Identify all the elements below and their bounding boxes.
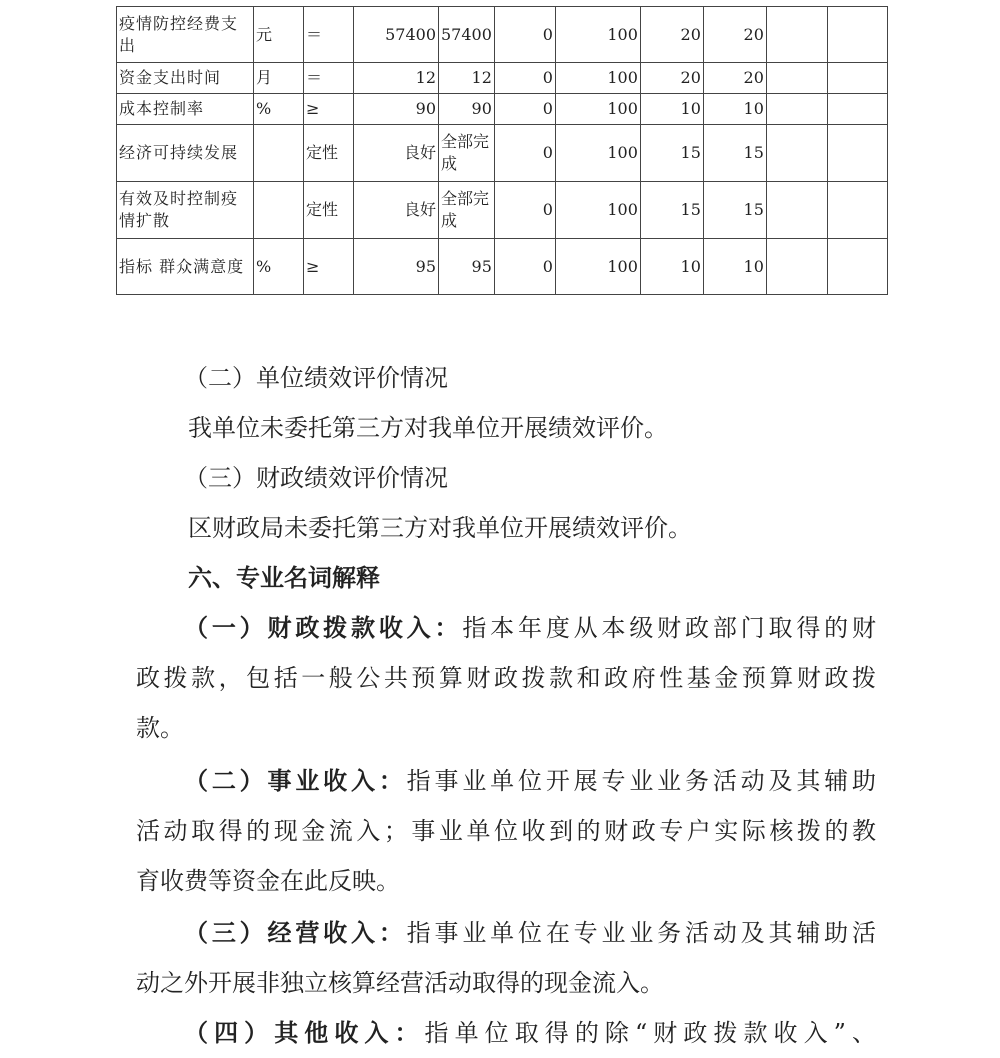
weight-cell: 10 xyxy=(640,94,703,125)
actual-cell: 95 xyxy=(439,239,495,295)
table-row xyxy=(117,239,888,295)
empty-cell xyxy=(827,7,887,63)
empty-cell xyxy=(766,125,827,182)
completion-rate-cell: 100 xyxy=(555,7,640,63)
definition-first-line xyxy=(136,756,876,806)
score-cell: 15 xyxy=(703,125,766,182)
target-cell: 良好 xyxy=(354,125,439,182)
empty-cell xyxy=(766,7,827,63)
operator-cell: ≥ xyxy=(304,239,354,295)
unit-cell xyxy=(254,125,304,182)
deviation-cell: 0 xyxy=(494,182,555,239)
table-row xyxy=(117,125,888,182)
definition-text: 育收费等资金在此反映。 xyxy=(136,867,400,895)
completion-rate-cell: 100 xyxy=(555,239,640,295)
deviation-cell: 0 xyxy=(494,239,555,295)
actual-cell: 12 xyxy=(439,63,495,94)
deviation-cell: 0 xyxy=(494,94,555,125)
definition-first-line xyxy=(136,603,876,653)
definition-term: （四）其他收入： xyxy=(184,1018,425,1047)
performance-indicator-table xyxy=(116,6,888,295)
empty-cell xyxy=(827,94,887,125)
score-cell: 10 xyxy=(703,239,766,295)
weight-cell: 15 xyxy=(640,125,703,182)
weight-cell: 20 xyxy=(640,63,703,94)
score-cell: 20 xyxy=(703,7,766,63)
definition-text: 活动取得的现金流入；事业单位收到的财政专户实际核拨的教 xyxy=(136,817,876,845)
definition-other-income xyxy=(136,1008,876,1058)
target-cell: 良好 xyxy=(354,182,439,239)
table-row xyxy=(117,7,888,63)
operator-cell: ＝ xyxy=(304,7,354,63)
indicator-name-cell: 有效及时控制疫情扩散 xyxy=(117,182,254,239)
definition-term: （一）财政拨款收入： xyxy=(184,613,463,642)
definition-text: 指本年度从本级财政部门取得的财 xyxy=(462,614,877,642)
empty-cell xyxy=(766,239,827,295)
completion-rate-cell: 100 xyxy=(555,182,640,239)
definition-text: 政拨款，包括一般公共预算财政拨款和政府性基金预算财政拨 xyxy=(136,664,876,692)
indicator-name-cell: 经济可持续发展 xyxy=(117,125,254,182)
definition-term: （三）经营收入： xyxy=(184,918,407,947)
operator-cell: 定性 xyxy=(304,182,354,239)
deviation-cell: 0 xyxy=(494,63,555,94)
empty-cell xyxy=(766,94,827,125)
table-row xyxy=(117,94,888,125)
section-text: 区财政局未委托第三方对我单位开展绩效评价。 xyxy=(188,514,692,542)
empty-cell xyxy=(827,239,887,295)
deviation-cell: 0 xyxy=(494,7,555,63)
completion-rate-cell: 100 xyxy=(555,125,640,182)
operator-cell: 定性 xyxy=(304,125,354,182)
definition-business-income xyxy=(136,756,876,906)
empty-cell xyxy=(827,182,887,239)
section-heading: （三）财政绩效评价情况 xyxy=(184,464,448,492)
weight-cell: 10 xyxy=(640,239,703,295)
section-finance-evaluation xyxy=(136,453,876,553)
target-cell: 12 xyxy=(354,63,439,94)
score-cell: 20 xyxy=(703,63,766,94)
empty-cell xyxy=(827,63,887,94)
actual-cell: 全部完成 xyxy=(439,125,495,182)
unit-cell: 月 xyxy=(254,63,304,94)
indicator-name-cell: 疫情防控经费支出 xyxy=(117,7,254,63)
definition-operating-income xyxy=(136,908,876,1008)
definition-text: 指事业单位在专业业务活动及其辅助活 xyxy=(406,919,877,947)
completion-rate-cell: 100 xyxy=(555,94,640,125)
unit-cell: % xyxy=(254,94,304,125)
deviation-cell: 0 xyxy=(494,125,555,182)
definition-first-line xyxy=(136,908,876,958)
section-unit-evaluation xyxy=(136,353,876,453)
indicator-name-cell: 成本控制率 xyxy=(117,94,254,125)
definition-first-line xyxy=(136,1008,876,1058)
actual-cell: 全部完成 xyxy=(439,182,495,239)
unit-cell: % xyxy=(254,239,304,295)
score-cell: 10 xyxy=(703,94,766,125)
definition-text: 指事业单位开展专业业务活动及其辅助 xyxy=(406,767,877,795)
definition-text: 款。 xyxy=(136,714,184,742)
target-cell: 95 xyxy=(354,239,439,295)
table-row xyxy=(117,63,888,94)
definition-text: 指单位取得的除“财政拨款收入”、 xyxy=(424,1019,877,1047)
completion-rate-cell: 100 xyxy=(555,63,640,94)
table-row xyxy=(117,182,888,239)
score-cell: 15 xyxy=(703,182,766,239)
section-terminology xyxy=(136,553,876,603)
operator-cell: ＝ xyxy=(304,63,354,94)
empty-cell xyxy=(766,63,827,94)
unit-cell: 元 xyxy=(254,7,304,63)
unit-cell xyxy=(254,182,304,239)
empty-cell xyxy=(766,182,827,239)
definition-term: （二）事业收入： xyxy=(184,766,407,795)
weight-cell: 20 xyxy=(640,7,703,63)
empty-cell xyxy=(827,125,887,182)
operator-cell: ≥ xyxy=(304,94,354,125)
definition-text: 动之外开展非独立核算经营活动取得的现金流入。 xyxy=(136,969,664,997)
weight-cell: 15 xyxy=(640,182,703,239)
chapter-heading: 六、专业名词解释 xyxy=(188,563,380,592)
section-text: 我单位未委托第三方对我单位开展绩效评价。 xyxy=(188,414,668,442)
indicator-name-cell: 指标 群众满意度 xyxy=(117,239,254,295)
indicator-name-cell: 资金支出时间 xyxy=(117,63,254,94)
target-cell: 90 xyxy=(354,94,439,125)
actual-cell: 57400 xyxy=(439,7,495,63)
target-cell: 57400 xyxy=(354,7,439,63)
section-heading: （二）单位绩效评价情况 xyxy=(184,364,448,392)
definition-fiscal-appropriation xyxy=(136,603,876,753)
actual-cell: 90 xyxy=(439,94,495,125)
